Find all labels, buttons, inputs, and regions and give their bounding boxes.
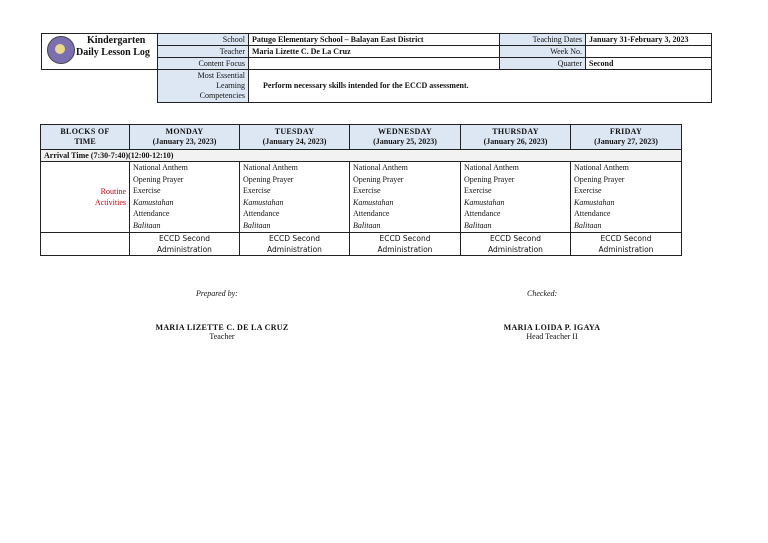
activities-tuesday	[240, 162, 350, 233]
checked-label: Checked:	[527, 289, 558, 298]
day-name: THURSDAY	[492, 127, 539, 136]
day-date: (January 27, 2023)	[594, 137, 658, 146]
quarter-label: Quarter	[500, 58, 586, 70]
eccd-line1: ECCD Second	[379, 233, 431, 243]
activity-item: Attendance	[353, 209, 390, 219]
day-name: FRIDAY	[609, 127, 643, 136]
eccd-tuesday	[240, 232, 350, 255]
day-date: (January 26, 2023)	[483, 137, 548, 146]
day-header-tuesday	[240, 125, 350, 150]
eccd-wednesday	[350, 232, 461, 255]
activity-item: Kamustahan	[353, 197, 394, 207]
activities-monday	[130, 162, 240, 233]
week-label: Week No.	[500, 46, 586, 58]
day-header-friday	[571, 125, 682, 150]
arrival-time-row: Arrival Time (7:30-7:40)(12:00-12:10)	[41, 150, 682, 162]
activity-item: Balitaan	[574, 220, 602, 230]
school-value: Patugo Elementary School – Balayan East District	[249, 34, 500, 46]
teaching-dates-value: January 31-February 3, 2023	[586, 34, 712, 46]
eccd-line2: Administration	[267, 244, 322, 254]
activity-item: Attendance	[243, 209, 280, 219]
activities-wednesday	[350, 162, 461, 233]
activity-item: Opening Prayer	[464, 174, 515, 184]
activity-item: Opening Prayer	[574, 174, 625, 184]
mel-label-line3: Competencies	[199, 91, 245, 100]
eccd-monday	[130, 232, 240, 255]
day-date: (January 24, 2023)	[262, 137, 327, 146]
day-header-thursday	[461, 125, 571, 150]
activity-item: Balitaan	[133, 220, 161, 230]
activity-item: Balitaan	[353, 220, 381, 230]
activity-item: Balitaan	[464, 220, 492, 230]
schedule-table	[40, 124, 682, 256]
head-teacher-name: MARIA LOIDA P. IGAYA	[503, 323, 601, 332]
teacher-value: Maria Lizette C. De La Cruz	[249, 46, 500, 58]
activity-item: Exercise	[133, 186, 161, 196]
day-header-wednesday	[350, 125, 461, 150]
activity-item: Exercise	[243, 186, 271, 196]
day-name: MONDAY	[165, 127, 204, 136]
activity-item: National Anthem	[133, 163, 188, 172]
eccd-line1: ECCD Second	[159, 233, 210, 243]
mel-value: Perform necessary skills intended for the ECCD assessment.	[249, 70, 712, 103]
activity-item: Attendance	[574, 209, 611, 219]
activity-item: Kamustahan	[133, 197, 174, 207]
mel-label-line1: Most Essential	[197, 71, 245, 80]
activities-friday	[571, 162, 682, 233]
header-title-cell	[42, 34, 158, 70]
deped-seal-icon	[47, 36, 75, 64]
routine-activities-row	[41, 162, 682, 233]
head-teacher-signature-block	[452, 323, 652, 341]
header-empty-cell	[42, 70, 158, 103]
day-date: (January 25, 2023)	[373, 137, 437, 146]
title-kindergarten: Kindergarten	[87, 35, 146, 46]
activities-thursday	[461, 162, 571, 233]
day-name: WEDNESDAY	[378, 127, 432, 136]
activity-item: Exercise	[353, 186, 381, 196]
eccd-row	[41, 232, 682, 255]
eccd-thursday	[461, 232, 571, 255]
content-focus-value	[249, 58, 500, 70]
activity-item: Kamustahan	[464, 197, 505, 207]
blocks-of-time-header	[41, 125, 130, 150]
teacher-title: Teacher	[209, 332, 235, 341]
day-name: TUESDAY	[274, 127, 315, 136]
school-label: School	[158, 34, 249, 46]
eccd-friday	[571, 232, 682, 255]
teacher-label: Teacher	[158, 46, 249, 58]
activity-item: Kamustahan	[243, 197, 284, 207]
activity-item: Exercise	[574, 186, 602, 196]
activity-item: Exercise	[464, 186, 492, 196]
activity-item: Opening Prayer	[243, 174, 294, 184]
activity-item: National Anthem	[243, 163, 298, 172]
eccd-line1: ECCD Second	[600, 233, 652, 243]
teacher-name: MARIA LIZETTE C. DE LA CRUZ	[155, 323, 289, 332]
activity-item: National Anthem	[464, 163, 519, 172]
day-header-monday	[130, 125, 240, 150]
blocks-header-line2: TIME	[74, 137, 96, 146]
blocks-header-line1: BLOCKS OF	[60, 127, 110, 136]
quarter-value: Second	[586, 58, 712, 70]
title-daily-lesson-log: Daily Lesson Log	[76, 47, 150, 58]
head-teacher-title: Head Teacher II	[526, 332, 578, 341]
activity-item: Opening Prayer	[133, 174, 184, 184]
week-value	[586, 46, 712, 58]
routine-label-line1: Routine	[100, 186, 126, 196]
activity-item: Balitaan	[243, 220, 271, 230]
teaching-dates-label: Teaching Dates	[500, 34, 586, 46]
activity-item: Attendance	[464, 209, 501, 219]
teacher-signature-block	[122, 323, 322, 341]
mel-label	[158, 70, 249, 103]
activity-item: National Anthem	[353, 163, 408, 172]
prepared-by-label: Prepared by:	[196, 289, 238, 298]
routine-label-line2: Activities	[94, 197, 126, 207]
activity-item: Attendance	[133, 209, 170, 219]
eccd-line1: ECCD Second	[269, 233, 320, 243]
dll-header-table	[41, 33, 712, 103]
mel-label-line2: Learning	[216, 81, 245, 90]
eccd-line2: Administration	[157, 244, 212, 254]
eccd-line2: Administration	[377, 244, 433, 254]
day-date: (January 23, 2023)	[152, 137, 217, 146]
schedule-header-row	[41, 125, 682, 150]
activity-item: Kamustahan	[574, 197, 615, 207]
content-focus-label: Content Focus	[158, 58, 249, 70]
activity-item: National Anthem	[574, 163, 629, 172]
eccd-line2: Administration	[488, 244, 543, 254]
routine-activities-label	[41, 162, 130, 233]
eccd-row-label	[41, 232, 130, 255]
eccd-line2: Administration	[598, 244, 654, 254]
activity-item: Opening Prayer	[353, 174, 404, 184]
eccd-line1: ECCD Second	[490, 233, 541, 243]
